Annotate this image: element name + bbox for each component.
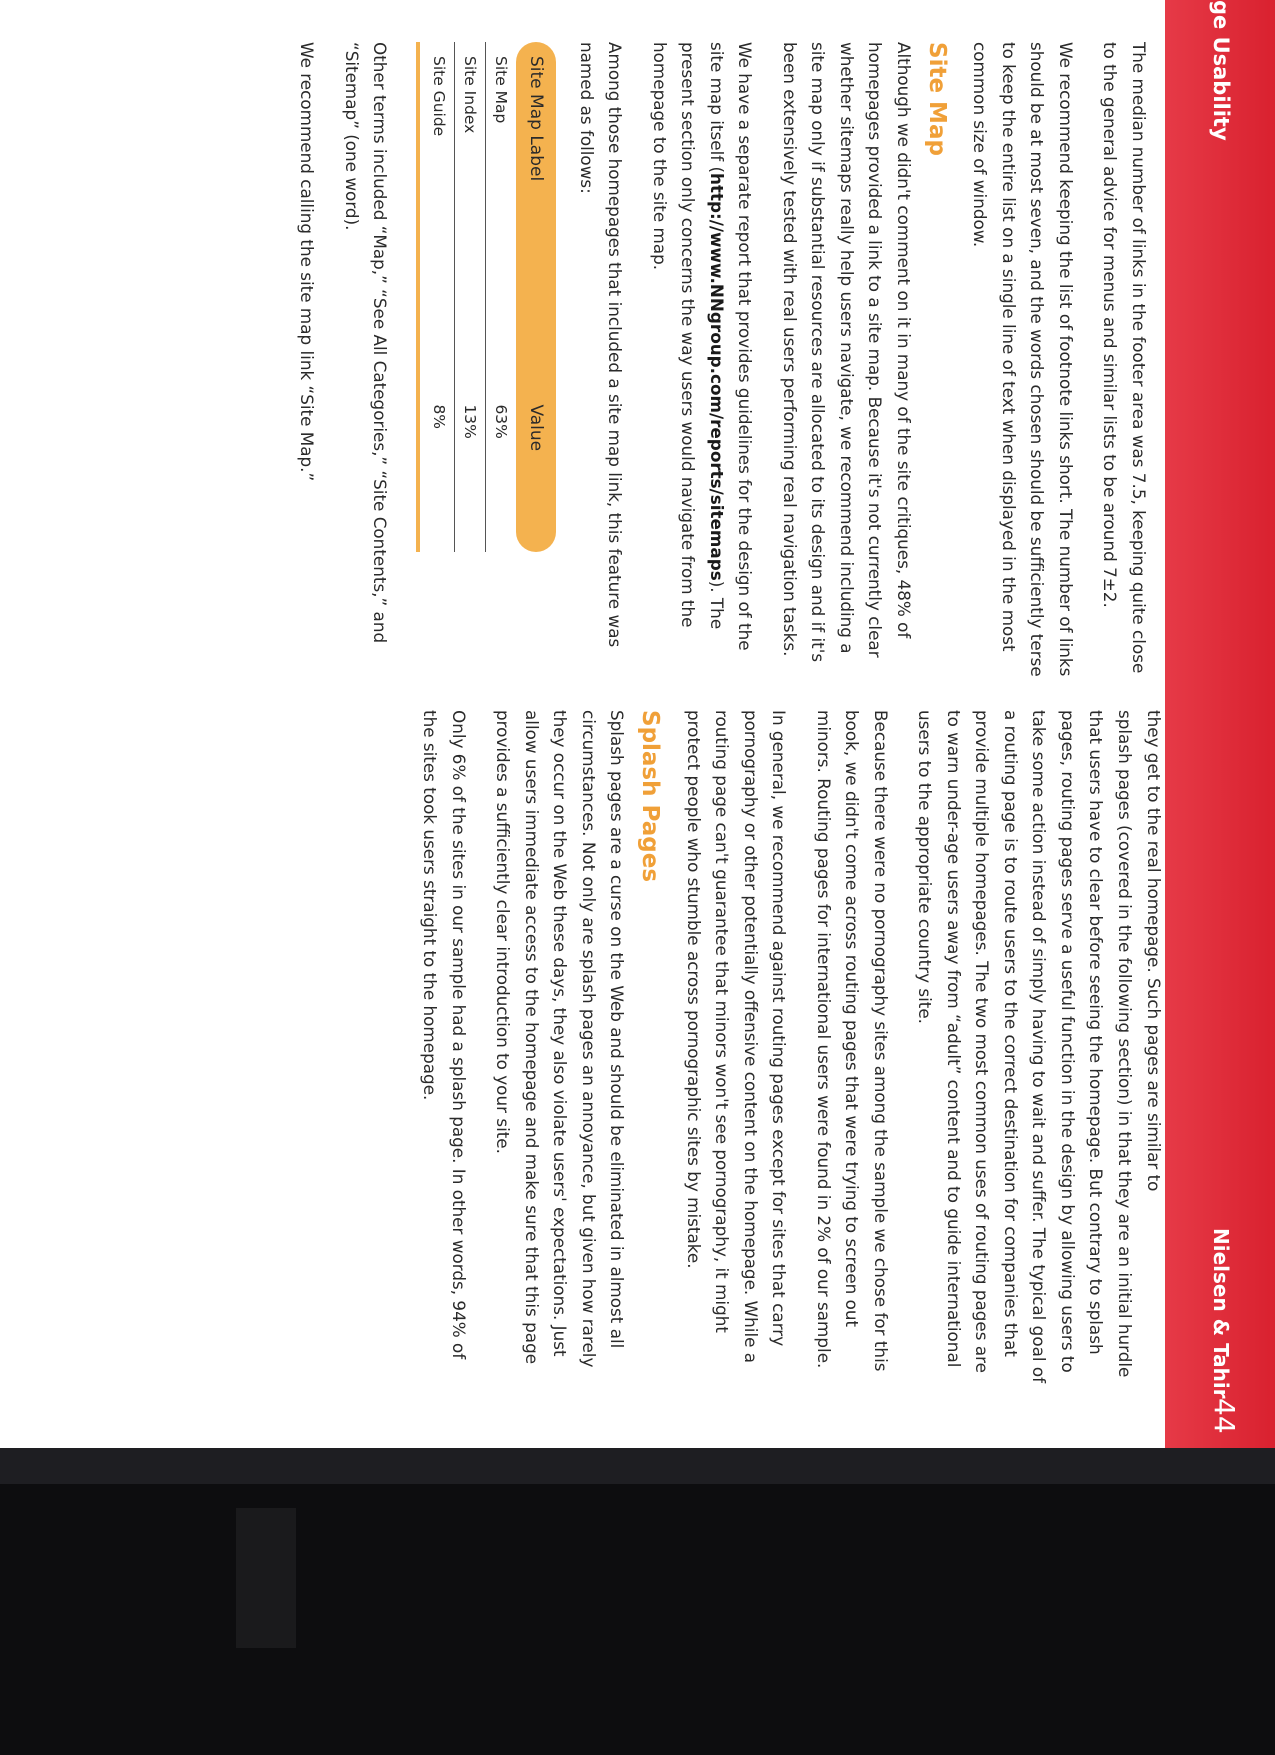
table-row bbox=[455, 42, 486, 552]
paragraph: We recommend calling the site map link “Site Map.” bbox=[297, 42, 318, 482]
table-row bbox=[425, 42, 456, 552]
text: they get to the real homepage. Such pages are similar to bbox=[1144, 710, 1164, 1192]
paragraph: Splash pages are a curse on the Web and should be eliminated in almost all circumstances. Not only are splash pages an annoyance, but given how rarely they occur on the Web these days, they also violate users' expectations. Just allow users immediate access to the homepage and make sure that this page provides a sufficiently clear introduction to your site. bbox=[493, 710, 628, 1368]
column-header: Value bbox=[517, 394, 557, 552]
paragraph: The median number of links in the footer area was 7.5, keeping quite close to the general advice for menus and similar lists to be around 7±2. bbox=[1100, 42, 1149, 674]
paragraph: Among those homepages that included a site map link, this feature was named as follows: bbox=[577, 42, 626, 648]
cut-off-line bbox=[1139, 710, 1164, 1390]
table-row bbox=[486, 42, 517, 552]
table-cell: Site Guide bbox=[430, 56, 449, 137]
section-heading-site-map: Site Map bbox=[924, 42, 950, 156]
table-cell: 13% bbox=[455, 394, 486, 552]
text: We have a separate report that provides guidelines for the design of the site map itself ( bbox=[707, 42, 756, 651]
running-head: ge Usability bbox=[1209, 0, 1233, 141]
paragraph: In general, we recommend against routing pages except for sites that carry pornography or other potentially offensive content on the homepage. While a routing page can't guarantee that minors won't see pornography, it might protect people who stumble across pornographic sites by mistake. bbox=[684, 710, 790, 1364]
sitemap-report-link[interactable]: http://www.NNgroup.com/reports/sitemaps bbox=[707, 173, 727, 581]
table-cell: Site Map bbox=[486, 42, 517, 394]
table-cell: Site Index bbox=[455, 42, 486, 394]
author-credit: Nielsen & Tahir bbox=[1209, 1228, 1233, 1399]
table-cell: 63% bbox=[486, 394, 517, 552]
paragraph: Only 6% of the sites in our sample had a splash page. In other words, 94% of the sites took users straight to the homepage. bbox=[420, 710, 469, 1360]
left-column bbox=[277, 42, 1153, 682]
site-map-label-table bbox=[425, 42, 557, 552]
paragraph: Although we didn't comment on it in many of the site critiques, 48% of homepages provided a link to a site map. Because it's not currently clear whether sitemaps really help users navigate, we recommend including a site map only if substantial resources are allocated to its design and if it's been extensively tested with real users performing real navigation tasks. bbox=[780, 42, 914, 663]
column-header: Site Map Label bbox=[517, 42, 557, 394]
table-cell: 8% bbox=[430, 404, 449, 430]
table-bottom-rule bbox=[417, 42, 421, 552]
paragraph: Other terms included “Map,” “See All Categories,” “Site Contents,” and “Sitemap” (one word). bbox=[342, 42, 391, 644]
scanner-background bbox=[0, 1448, 1275, 1755]
page-number: 44 bbox=[1208, 1398, 1241, 1434]
text: ). The present section only concerns the way users would navigate from the homepage to the site map. bbox=[650, 42, 727, 630]
paragraph: We recommend keeping the list of footnote links short. The number of links should be at most seven, and the words chosen should be sufficiently terse to keep the entire list on a single line of text when displayed in the most common size of window. bbox=[970, 42, 1076, 677]
section-heading-splash-pages: Splash Pages bbox=[637, 710, 664, 883]
paragraph: splash pages (covered in the following section) in that they are an initial hurdle that users have to clear before seeing the homepage. But contrary to splash pages, routing pages serve a useful function in the design by allowing users to take some action instead of simply having to wait and suffer. The typical goal of a routing page is to route users to the correct destination for companies that provide multiple homepages. The two most common uses of routing pages are to warn under-age users away from “adult” content and to guide international users to the appropriate country site. bbox=[915, 710, 1135, 1384]
paragraph bbox=[646, 42, 760, 682]
table-header-row bbox=[517, 42, 557, 552]
paragraph: Because there were no pornography sites among the sample we chose for this book, we didn't come across routing pages that were trying to screen out minors. Routing pages for international users were found in 2% of our sample. bbox=[814, 710, 891, 1372]
right-column bbox=[400, 710, 1164, 1390]
header-band bbox=[1165, 0, 1275, 1448]
